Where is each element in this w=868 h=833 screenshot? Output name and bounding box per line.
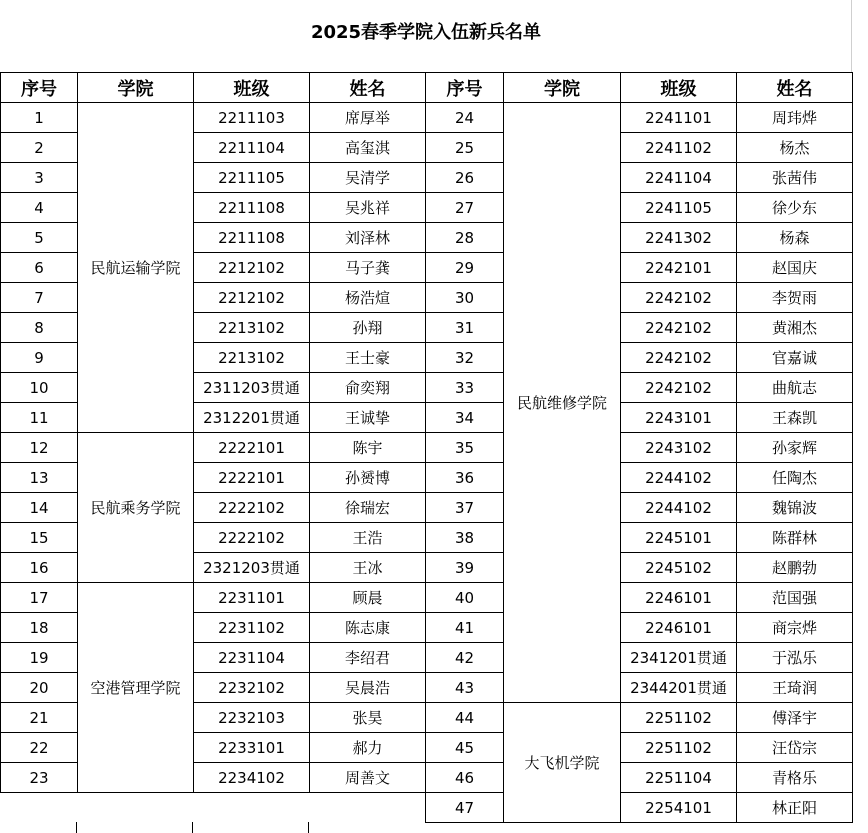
name-cell: 席厚举 xyxy=(310,103,426,133)
class-cell: 2213102 xyxy=(194,343,310,373)
name-cell: 杨杰 xyxy=(737,133,853,163)
class-cell: 2242102 xyxy=(621,373,737,403)
class-cell: 2341201贯通 xyxy=(621,643,737,673)
seq-cell: 18 xyxy=(1,613,78,643)
name-cell: 赵鹏勃 xyxy=(737,553,853,583)
seq-cell: 22 xyxy=(1,733,78,763)
class-cell: 2211104 xyxy=(194,133,310,163)
class-cell: 2312201贯通 xyxy=(194,403,310,433)
class-cell: 2222101 xyxy=(194,433,310,463)
seq-cell: 6 xyxy=(1,253,78,283)
class-cell: 2211108 xyxy=(194,223,310,253)
class-cell: 2242102 xyxy=(621,343,737,373)
class-cell: 2244102 xyxy=(621,493,737,523)
class-cell: 2212102 xyxy=(194,253,310,283)
name-cell: 官嘉诚 xyxy=(737,343,853,373)
seq-cell: 25 xyxy=(426,133,504,163)
seq-cell: 35 xyxy=(426,433,504,463)
name-cell: 孙家辉 xyxy=(737,433,853,463)
name-cell: 张昊 xyxy=(310,703,426,733)
header-seq: 序号 xyxy=(426,73,504,103)
name-cell: 李贺雨 xyxy=(737,283,853,313)
seq-cell: 33 xyxy=(426,373,504,403)
name-cell: 张茜伟 xyxy=(737,163,853,193)
seq-cell: 46 xyxy=(426,763,504,793)
seq-cell: 43 xyxy=(426,673,504,703)
class-cell: 2233101 xyxy=(194,733,310,763)
seq-cell: 17 xyxy=(1,583,78,613)
class-cell: 2211103 xyxy=(194,103,310,133)
name-cell: 吴晨浩 xyxy=(310,673,426,703)
header-college: 学院 xyxy=(78,73,194,103)
seq-cell: 27 xyxy=(426,193,504,223)
name-cell: 王琦润 xyxy=(737,673,853,703)
class-cell: 2254101 xyxy=(621,793,737,823)
class-cell: 2241104 xyxy=(621,163,737,193)
name-cell: 陈志康 xyxy=(310,613,426,643)
name-cell: 周玮烨 xyxy=(737,103,853,133)
name-cell: 任陶杰 xyxy=(737,463,853,493)
seq-cell: 4 xyxy=(1,193,78,223)
class-cell: 2231102 xyxy=(194,613,310,643)
college-cell: 民航维修学院 xyxy=(504,103,621,703)
name-cell: 魏锦波 xyxy=(737,493,853,523)
page-title: 2025春季学院入伍新兵名单 xyxy=(310,22,542,43)
seq-cell: 21 xyxy=(1,703,78,733)
college-cell: 空港管理学院 xyxy=(78,583,194,793)
class-cell: 2244102 xyxy=(621,463,737,493)
name-cell: 汪岱宗 xyxy=(737,733,853,763)
seq-cell: 20 xyxy=(1,673,78,703)
seq-cell: 32 xyxy=(426,343,504,373)
seq-cell: 19 xyxy=(1,643,78,673)
seq-cell: 8 xyxy=(1,313,78,343)
name-cell: 刘泽林 xyxy=(310,223,426,253)
seq-cell: 44 xyxy=(426,703,504,733)
class-cell: 2241105 xyxy=(621,193,737,223)
name-cell: 周善文 xyxy=(310,763,426,793)
class-cell: 2344201贯通 xyxy=(621,673,737,703)
class-cell: 2245101 xyxy=(621,523,737,553)
seq-cell: 47 xyxy=(426,793,504,823)
empty-cell xyxy=(1,793,426,823)
college-cell: 民航运输学院 xyxy=(78,103,194,433)
class-cell: 2232102 xyxy=(194,673,310,703)
college-cell: 民航乘务学院 xyxy=(78,433,194,583)
name-cell: 王冰 xyxy=(310,553,426,583)
name-cell: 傅泽宇 xyxy=(737,703,853,733)
name-cell: 王浩 xyxy=(310,523,426,553)
name-cell: 黄湘杰 xyxy=(737,313,853,343)
seq-cell: 3 xyxy=(1,163,78,193)
seq-cell: 38 xyxy=(426,523,504,553)
class-cell: 2222101 xyxy=(194,463,310,493)
name-cell: 陈宇 xyxy=(310,433,426,463)
name-cell: 郝力 xyxy=(310,733,426,763)
seq-cell: 10 xyxy=(1,373,78,403)
seq-cell: 36 xyxy=(426,463,504,493)
class-cell: 2222102 xyxy=(194,493,310,523)
name-cell: 吴兆祥 xyxy=(310,193,426,223)
class-cell: 2251102 xyxy=(621,733,737,763)
table-row xyxy=(1,103,853,133)
class-cell: 2251102 xyxy=(621,703,737,733)
seq-cell: 2 xyxy=(1,133,78,163)
name-cell: 孙赟博 xyxy=(310,463,426,493)
class-cell: 2242101 xyxy=(621,253,737,283)
name-cell: 林正阳 xyxy=(737,793,853,823)
class-cell: 2243102 xyxy=(621,433,737,463)
name-cell: 顾晨 xyxy=(310,583,426,613)
header-college: 学院 xyxy=(504,73,621,103)
name-cell: 赵国庆 xyxy=(737,253,853,283)
name-cell: 陈群林 xyxy=(737,523,853,553)
seq-cell: 7 xyxy=(1,283,78,313)
name-cell: 徐少东 xyxy=(737,193,853,223)
seq-cell: 31 xyxy=(426,313,504,343)
header-seq: 序号 xyxy=(1,73,78,103)
name-cell: 王士豪 xyxy=(310,343,426,373)
seq-cell: 28 xyxy=(426,223,504,253)
seq-cell: 42 xyxy=(426,643,504,673)
seq-cell: 5 xyxy=(1,223,78,253)
seq-cell: 23 xyxy=(1,763,78,793)
seq-cell: 16 xyxy=(1,553,78,583)
seq-cell: 39 xyxy=(426,553,504,583)
class-cell: 2212102 xyxy=(194,283,310,313)
seq-cell: 15 xyxy=(1,523,78,553)
name-cell: 孙翔 xyxy=(310,313,426,343)
name-cell: 高玺淇 xyxy=(310,133,426,163)
seq-cell: 12 xyxy=(1,433,78,463)
header-row xyxy=(1,73,853,103)
seq-cell: 30 xyxy=(426,283,504,313)
seq-cell: 1 xyxy=(1,103,78,133)
table-row xyxy=(1,433,853,463)
class-cell: 2211108 xyxy=(194,193,310,223)
table-row xyxy=(1,793,853,823)
header-class: 班级 xyxy=(621,73,737,103)
name-cell: 曲航志 xyxy=(737,373,853,403)
class-cell: 2231104 xyxy=(194,643,310,673)
table-row xyxy=(1,583,853,613)
name-cell: 俞奕翔 xyxy=(310,373,426,403)
seq-cell: 13 xyxy=(1,463,78,493)
name-cell: 于泓乐 xyxy=(737,643,853,673)
class-cell: 2242102 xyxy=(621,283,737,313)
seq-cell: 45 xyxy=(426,733,504,763)
seq-cell: 11 xyxy=(1,403,78,433)
class-cell: 2242102 xyxy=(621,313,737,343)
seq-cell: 14 xyxy=(1,493,78,523)
header-name: 姓名 xyxy=(737,73,853,103)
class-cell: 2241302 xyxy=(621,223,737,253)
name-cell: 马子龚 xyxy=(310,253,426,283)
name-cell: 杨森 xyxy=(737,223,853,253)
class-cell: 2232103 xyxy=(194,703,310,733)
seq-cell: 40 xyxy=(426,583,504,613)
class-cell: 2251104 xyxy=(621,763,737,793)
class-cell: 2211105 xyxy=(194,163,310,193)
seq-cell: 34 xyxy=(426,403,504,433)
seq-cell: 41 xyxy=(426,613,504,643)
seq-cell: 24 xyxy=(426,103,504,133)
name-cell: 徐瑞宏 xyxy=(310,493,426,523)
class-cell: 2321203贯通 xyxy=(194,553,310,583)
seq-cell: 26 xyxy=(426,163,504,193)
class-cell: 2231101 xyxy=(194,583,310,613)
header-name: 姓名 xyxy=(310,73,426,103)
name-cell: 王森凯 xyxy=(737,403,853,433)
class-cell: 2243101 xyxy=(621,403,737,433)
seq-cell: 9 xyxy=(1,343,78,373)
class-cell: 2245102 xyxy=(621,553,737,583)
bottom-gridline xyxy=(76,822,77,833)
seq-cell: 37 xyxy=(426,493,504,523)
bottom-gridline xyxy=(192,822,193,833)
name-cell: 吴清学 xyxy=(310,163,426,193)
class-cell: 2311203贯通 xyxy=(194,373,310,403)
name-cell: 青格乐 xyxy=(737,763,853,793)
roster-table xyxy=(0,72,853,823)
header-class: 班级 xyxy=(194,73,310,103)
seq-cell: 29 xyxy=(426,253,504,283)
college-cell: 大飞机学院 xyxy=(504,703,621,823)
name-cell: 李绍君 xyxy=(310,643,426,673)
class-cell: 2246101 xyxy=(621,613,737,643)
class-cell: 2246101 xyxy=(621,583,737,613)
class-cell: 2241101 xyxy=(621,103,737,133)
bottom-gridline xyxy=(308,822,309,833)
class-cell: 2222102 xyxy=(194,523,310,553)
name-cell: 商宗烨 xyxy=(737,613,853,643)
class-cell: 2234102 xyxy=(194,763,310,793)
class-cell: 2241102 xyxy=(621,133,737,163)
name-cell: 范国强 xyxy=(737,583,853,613)
class-cell: 2213102 xyxy=(194,313,310,343)
name-cell: 杨浩煊 xyxy=(310,283,426,313)
name-cell: 王诚挚 xyxy=(310,403,426,433)
